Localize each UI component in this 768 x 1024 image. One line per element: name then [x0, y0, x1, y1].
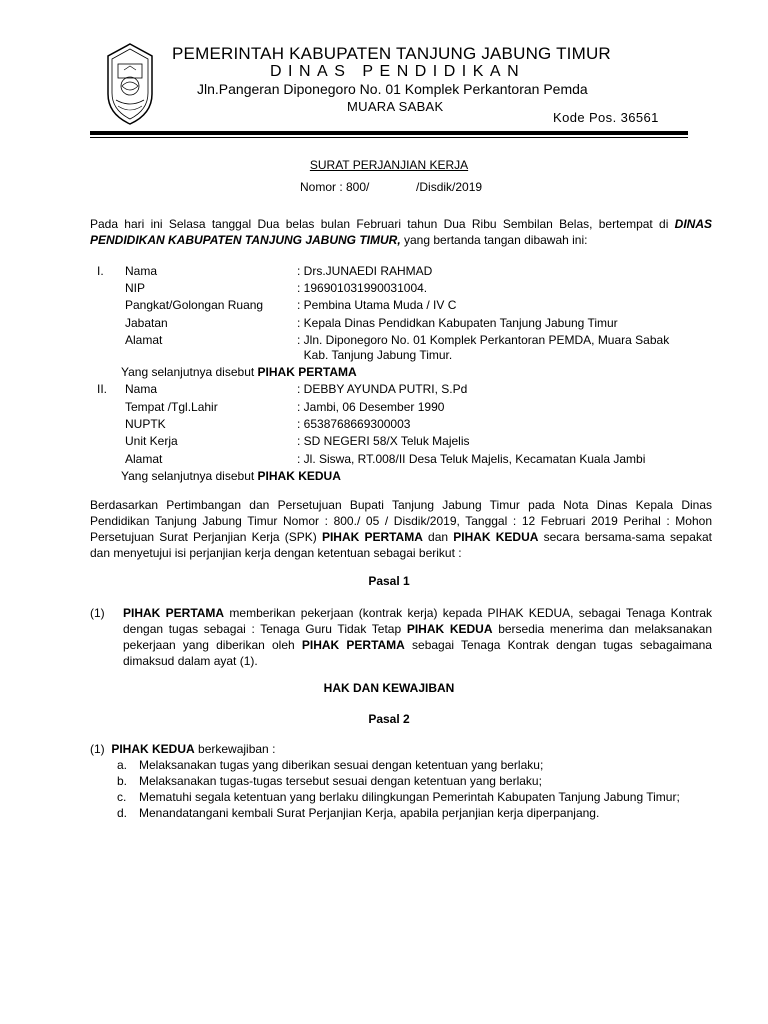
party2-value-nuptk: : 6538768669300003	[297, 417, 411, 431]
section-heading: HAK DAN KEWAJIBAN	[323, 681, 455, 695]
document-number: Nomor : 800/ /Disdik/2019	[300, 180, 483, 194]
office-city: MUARA SABAK	[347, 99, 444, 114]
pasal2-heading: Pasal 2	[368, 712, 410, 726]
party2-label-ttl: Tempat /Tgl.Lahir	[125, 400, 218, 414]
pasal1-clause-number: (1)	[90, 606, 105, 620]
pasal1-heading: Pasal 1	[368, 574, 410, 588]
party1-value-alamat-cont: Kab. Tanjung Jabung Timur.	[297, 348, 453, 362]
pasal2-item-b-letter: b.	[117, 774, 128, 788]
party1-value-nip: : 196901031990031004.	[297, 281, 428, 295]
document-title: SURAT PERJANJIAN KERJA	[309, 158, 469, 172]
regency-emblem-logo	[104, 42, 156, 126]
party2-value-ttl: : Jambi, 06 Desember 1990	[297, 400, 445, 414]
party1-value-jabatan: : Kepala Dinas Pendidkan Kabupaten Tanjung Jabung Timur	[297, 316, 618, 330]
party1-label-nip: NIP	[125, 281, 146, 295]
party2-label-nuptk: NUPTK	[125, 417, 166, 431]
party1-number: I.	[97, 264, 104, 278]
party2-value-alamat: : Jl. Siswa, RT.008/II Desa Teluk Majelis, Kecamatan Kuala Jambi	[297, 452, 646, 466]
party2-designation: Yang selanjutnya disebut PIHAK KEDUA	[121, 469, 341, 483]
letterhead-rule-thin	[90, 137, 688, 138]
party2-value-nama: : DEBBY AYUNDA PUTRI, S.Pd	[297, 382, 468, 396]
pasal2-item-a-letter: a.	[117, 758, 128, 772]
party1-label-nama: Nama	[125, 264, 158, 278]
party2-label-alamat: Alamat	[125, 452, 163, 466]
opening-place: DINAS PENDIDIKAN KABUPATEN TANJUNG JABUNG TIMUR,	[90, 217, 712, 247]
party1-label-alamat: Alamat	[125, 333, 163, 347]
pasal2-item-c-letter: c.	[117, 790, 127, 804]
party1-label-pangkat: Pangkat/Golongan Ruang	[125, 298, 264, 312]
pasal2-item-a-text: Melaksanakan tugas yang diberikan sesuai dengan ketentuan yang berlaku;	[139, 758, 544, 772]
party1-label-jabatan: Jabatan	[125, 316, 168, 330]
government-name: PEMERINTAH KABUPATEN TANJUNG JABUNG TIMUR	[172, 44, 611, 63]
pasal2-item-d-text: Menandatangani kembali Surat Perjanjian Kerja, apabila perjanjian kerja diperpanjang.	[139, 806, 600, 820]
pasal2-clause-1: (1) PIHAK KEDUA berkewajiban :	[90, 742, 276, 756]
pasal2-item-d-letter: d.	[117, 806, 128, 820]
party1-value-pangkat: : Pembina Utama Muda / IV C	[297, 298, 457, 312]
basis-paragraph: Berdasarkan Pertimbangan dan Persetujuan Bupati Tanjung Jabung Timur pada Nota Dinas Kepala Dinas Pendidikan Tanjung Jabung Timur Nomor : 800./ 05 / Disdik/2019, Tanggal : 12 Februari 2019 Perihal : Mohon Persetujuan Surat Perjanjian Kerja (SPK) PIHAK PERTAMA dan PIHAK KEDUA secara bersama-sama sepakat dan menyetujui isi perjanjian kerja dengan ketentuan sebagai berikut :	[90, 498, 712, 560]
party1-value-nama: : Drs.JUNAEDI RAHMAD	[297, 264, 433, 278]
opening-paragraph: Pada hari ini Selasa tanggal Dua belas bulan Februari tahun Dua Ribu Sembilan Belas, bertempat di DINAS PENDIDIKAN KABUPATEN TANJUNG JABUNG TIMUR, yang bertanda tangan dibawah ini:	[90, 217, 712, 247]
party2-label-nama: Nama	[125, 382, 158, 396]
party2-label-unit: Unit Kerja	[125, 434, 178, 448]
office-address: Jln.Pangeran Diponegoro No. 01 Komplek Perkantoran Pemda	[197, 81, 588, 97]
letterhead-rule-thick	[90, 131, 688, 135]
pasal1-clause-1: (1) PIHAK PERTAMA memberikan pekerjaan (kontrak kerja) kepada PIHAK KEDUA, sebagai Tenaga Kontrak dengan tugas sebagai : Tenaga Guru Tidak Tetap PIHAK KEDUA bersedia menerima dan melaksanakan pekerjaan yang diberikan oleh PIHAK PERTAMA sebagai Tenaga Kontrak dengan tugas sebagaimana dimaksud dalam ayat (1).	[90, 606, 712, 668]
office-name: DINAS PENDIDIKAN	[270, 63, 526, 80]
party2-value-unit: : SD NEGERI 58/X Teluk Majelis	[297, 434, 470, 448]
pasal2-item-c-text: Mematuhi segala ketentuan yang berlaku dilingkungan Pemerintah Kabupaten Tanjung Jabung Timur;	[139, 790, 680, 804]
party2-number: II.	[97, 382, 108, 396]
postal-code: Kode Pos. 36561	[553, 110, 659, 125]
party1-designation: Yang selanjutnya disebut PIHAK PERTAMA	[121, 365, 357, 379]
party1-value-alamat: : Jln. Diponegoro No. 01 Komplek Perkantoran PEMDA, Muara Sabak	[297, 333, 670, 347]
pasal2-item-b-text: Melaksanakan tugas-tugas tersebut sesuai dengan ketentuan yang berlaku;	[139, 774, 542, 788]
